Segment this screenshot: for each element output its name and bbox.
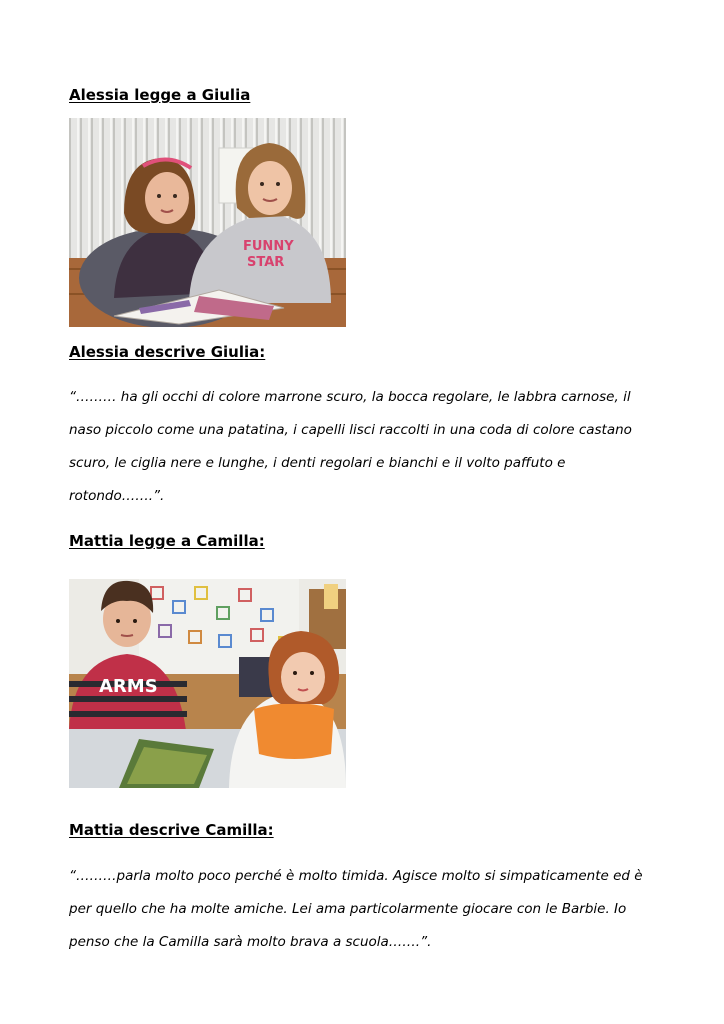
sweater-text: ARMS	[99, 676, 158, 697]
photo-mattia-camilla	[69, 579, 346, 788]
section-heading-alessia-legge: Alessia legge a Giulia	[69, 86, 251, 104]
sweatshirt-text-line2: STAR	[247, 255, 285, 270]
section-heading-mattia-legge: Mattia legge a Camilla:	[69, 532, 265, 550]
paragraph-mattia-descrive: “………parla molto poco perché è molto timida. Agisce molto si simpaticamente ed è per quello che ha molte amiche. Lei ama particolarmente giocare con le Barbie. Io penso che la Camilla sarà molto brava a scuola…….”.	[69, 868, 643, 950]
section-heading-mattia-descrive: Mattia descrive Camilla:	[69, 821, 274, 839]
section-heading-alessia-descrive: Alessia descrive Giulia:	[69, 343, 266, 361]
photo-mattia-camilla-illustration	[69, 579, 346, 788]
paragraph-alessia-descrive: “……… ha gli occhi di colore marrone scuro, la bocca regolare, le labbra carnose, il naso piccolo come una patatina, i capelli lisci raccolti in una coda di colore castano scuro, le ciglia nere e lunghe, i denti regolari e bianchi e il volto paffuto e rotondo…….”.	[69, 389, 632, 504]
sweatshirt-text-line1: FUNNY	[243, 239, 294, 254]
photo-alessia-giulia	[69, 118, 346, 327]
photo-alessia-giulia-illustration	[69, 118, 346, 327]
